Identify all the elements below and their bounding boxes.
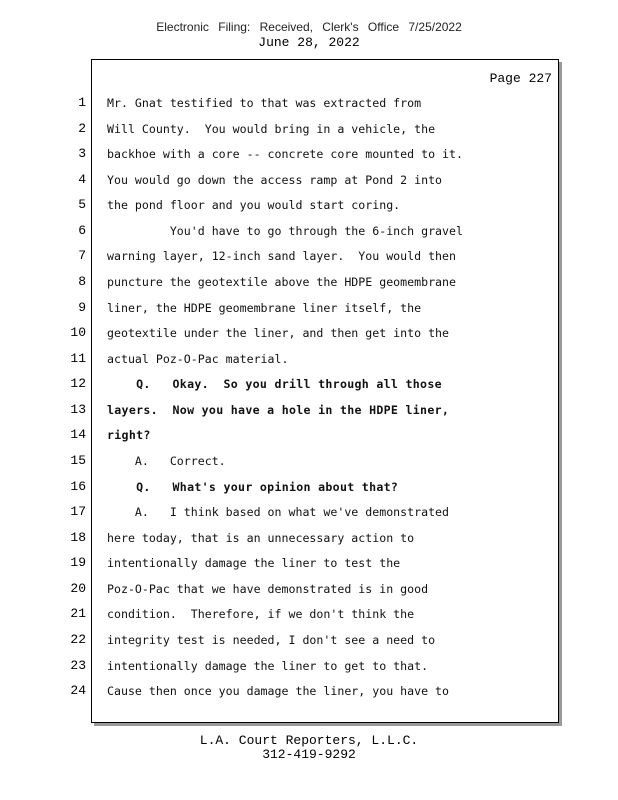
line-number: 2	[78, 121, 86, 136]
line-number: 18	[70, 530, 86, 545]
filing-stamp: Electronic Filing: Received, Clerk's Office 7/25/2022	[156, 20, 462, 34]
transcript-line: integrity test is needed, I don't see a need to	[107, 633, 436, 647]
transcript-line: intentionally damage the liner to get to that.	[107, 659, 429, 673]
line-number: 4	[78, 172, 86, 187]
line-number: 13	[70, 402, 86, 417]
transcript-line: the pond floor and you would start coring.	[107, 198, 401, 212]
line-number: 22	[70, 632, 86, 647]
transcript-line: You'd have to go through the 6-inch gravel	[107, 224, 463, 238]
transcript-line: backhoe with a core -- concrete core mounted to it.	[107, 147, 463, 161]
transcript-line: here today, that is an unnecessary action to	[107, 531, 415, 545]
transcript-line: Poz-O-Pac that we have demonstrated is in good	[107, 582, 429, 596]
transcript-line: liner, the HDPE geomembrane liner itself, the	[107, 301, 422, 315]
line-number: 21	[70, 606, 86, 621]
line-number: 15	[70, 453, 86, 468]
line-number: 3	[78, 146, 86, 161]
transcript-line: Q. Okay. So you drill through all those	[107, 377, 442, 391]
line-number: 10	[70, 325, 86, 340]
line-number: 12	[70, 376, 86, 391]
transcript-line: geotextile under the liner, and then get into the	[107, 326, 450, 340]
reporter-company: L.A. Court Reporters, L.L.C.	[199, 733, 419, 748]
line-number: 7	[78, 248, 86, 263]
transcript-line: Mr. Gnat testified to that was extracted from	[107, 96, 422, 110]
line-number: 11	[70, 351, 86, 366]
line-number: 16	[70, 479, 86, 494]
transcript-line: Q. What's your opinion about that?	[107, 480, 399, 494]
transcript-line: layers. Now you have a hole in the HDPE liner,	[107, 403, 450, 417]
line-number: 6	[78, 223, 86, 238]
transcript-line: intentionally damage the liner to test the	[107, 556, 401, 570]
line-number: 20	[70, 581, 86, 596]
line-number: 9	[78, 300, 86, 315]
line-number: 1	[78, 95, 86, 110]
line-number: 23	[70, 658, 86, 673]
line-number: 8	[78, 274, 86, 289]
line-number: 24	[70, 683, 86, 698]
line-number: 17	[70, 504, 86, 519]
transcript-line: A. Correct.	[107, 454, 226, 468]
transcript-line: A. I think based on what we've demonstrated	[107, 505, 450, 519]
page-number: Page 227	[489, 71, 552, 86]
line-number: 5	[78, 197, 86, 212]
transcript-line: Will County. You would bring in a vehicle, the	[107, 122, 436, 136]
transcript-line: right?	[107, 428, 151, 442]
transcript-line: Cause then once you damage the liner, you have to	[107, 684, 450, 698]
transcript-line: condition. Therefore, if we don't think the	[107, 607, 415, 621]
transcript-date: June 28, 2022	[258, 35, 360, 50]
transcript-line: You would go down the access ramp at Pond 2 into	[107, 173, 443, 187]
transcript-line: warning layer, 12-inch sand layer. You would then	[107, 249, 457, 263]
line-number: 14	[70, 427, 86, 442]
line-number: 19	[70, 555, 86, 570]
transcript-line: puncture the geotextile above the HDPE geomembrane	[107, 275, 457, 289]
reporter-phone: 312-419-9292	[262, 747, 356, 762]
transcript-line: actual Poz-O-Pac material.	[107, 352, 289, 366]
